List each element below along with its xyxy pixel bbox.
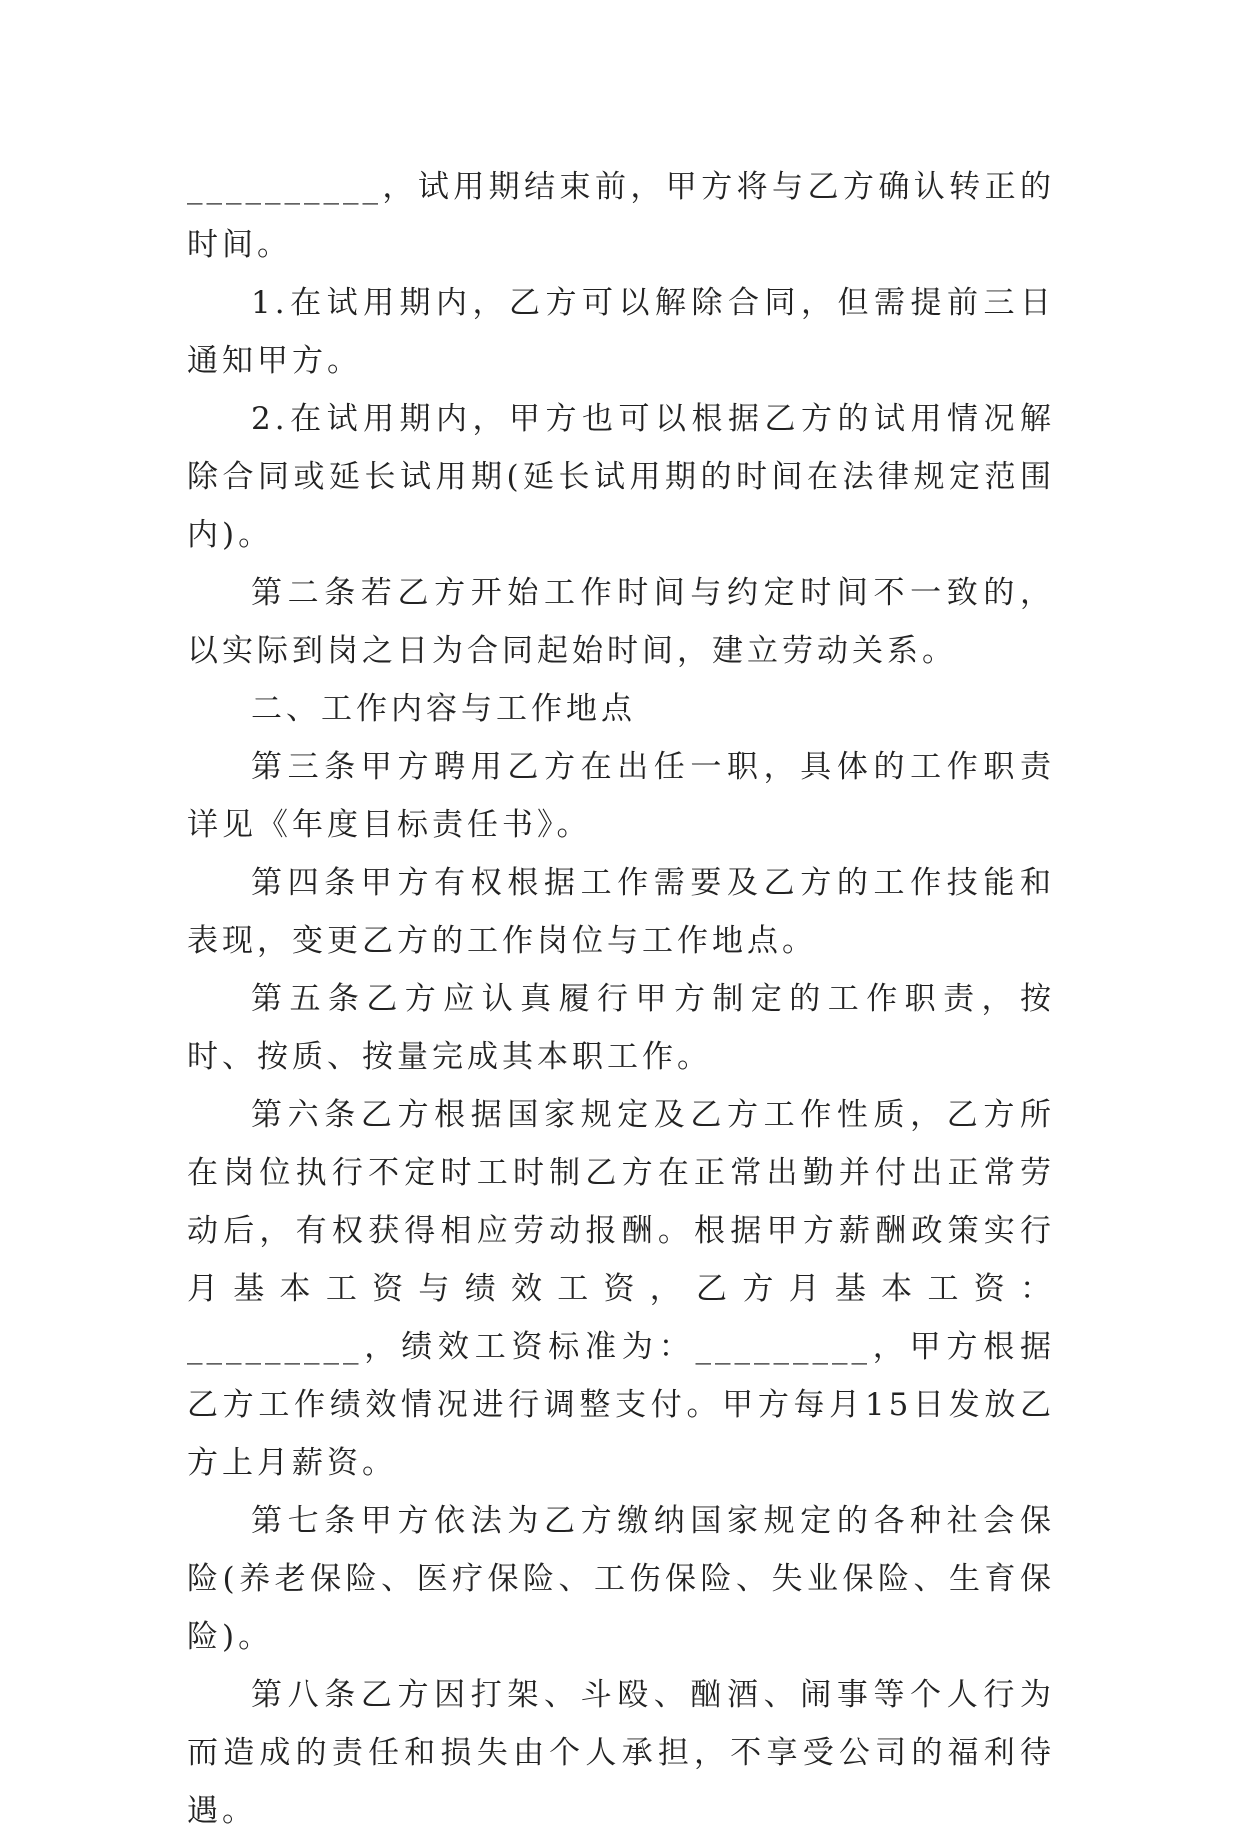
paragraph-article-5: 第五条乙方应认真履行甲方制定的工作职责，按时、按质、按量完成其本职工作。 — [187, 981, 1055, 1075]
paragraph-article-2: 第二条若乙方开始工作时间与约定时间不一致的，以实际到岗之日为合同起始时间，建立劳动关系。 — [187, 575, 1055, 669]
paragraph-article-7: 第七条甲方依法为乙方缴纳国家规定的各种社会保险(养老保险、医疗保险、工伤保险、失业保险、生育保险)。 — [187, 1503, 1055, 1655]
paragraph-article-6: 第六条乙方根据国家规定及乙方工作性质，乙方所在岗位执行不定时工时制乙方在正常出勤并付出正常劳动后，有权获得相应劳动报酬。根据甲方薪酬政策实行月基本工资与绩效工资，乙方月基本工资：_________，绩效工资标准为：_________，甲方根据乙方工作绩效情况进行调整支付。甲方每月15日发放乙方上月薪资。 — [187, 1097, 1055, 1481]
paragraph-article-3: 第三条甲方聘用乙方在出任一职，具体的工作职责详见《年度目标责任书》。 — [187, 749, 1055, 843]
paragraph-article-8: 第八条乙方因打架、斗殴、酗酒、闹事等个人行为而造成的责任和损失由个人承担，不享受公司的福利待遇。 — [187, 1677, 1055, 1829]
paragraph-item-1: 1.在试用期内，乙方可以解除合同，但需提前三日通知甲方。 — [187, 285, 1055, 379]
paragraph-article-4: 第四条甲方有权根据工作需要及乙方的工作技能和表现，变更乙方的工作岗位与工作地点。 — [187, 865, 1055, 959]
paragraph-probation-confirm: __________，试用期结束前，甲方将与乙方确认转正的时间。 — [187, 169, 1055, 263]
document-page — [187, 158, 1055, 1840]
paragraph-item-2: 2.在试用期内，甲方也可以根据乙方的试用情况解除合同或延长试用期(延长试用期的时间在法律规定范围内)。 — [187, 401, 1055, 553]
section-heading-work-content: 二、工作内容与工作地点 — [251, 691, 636, 727]
